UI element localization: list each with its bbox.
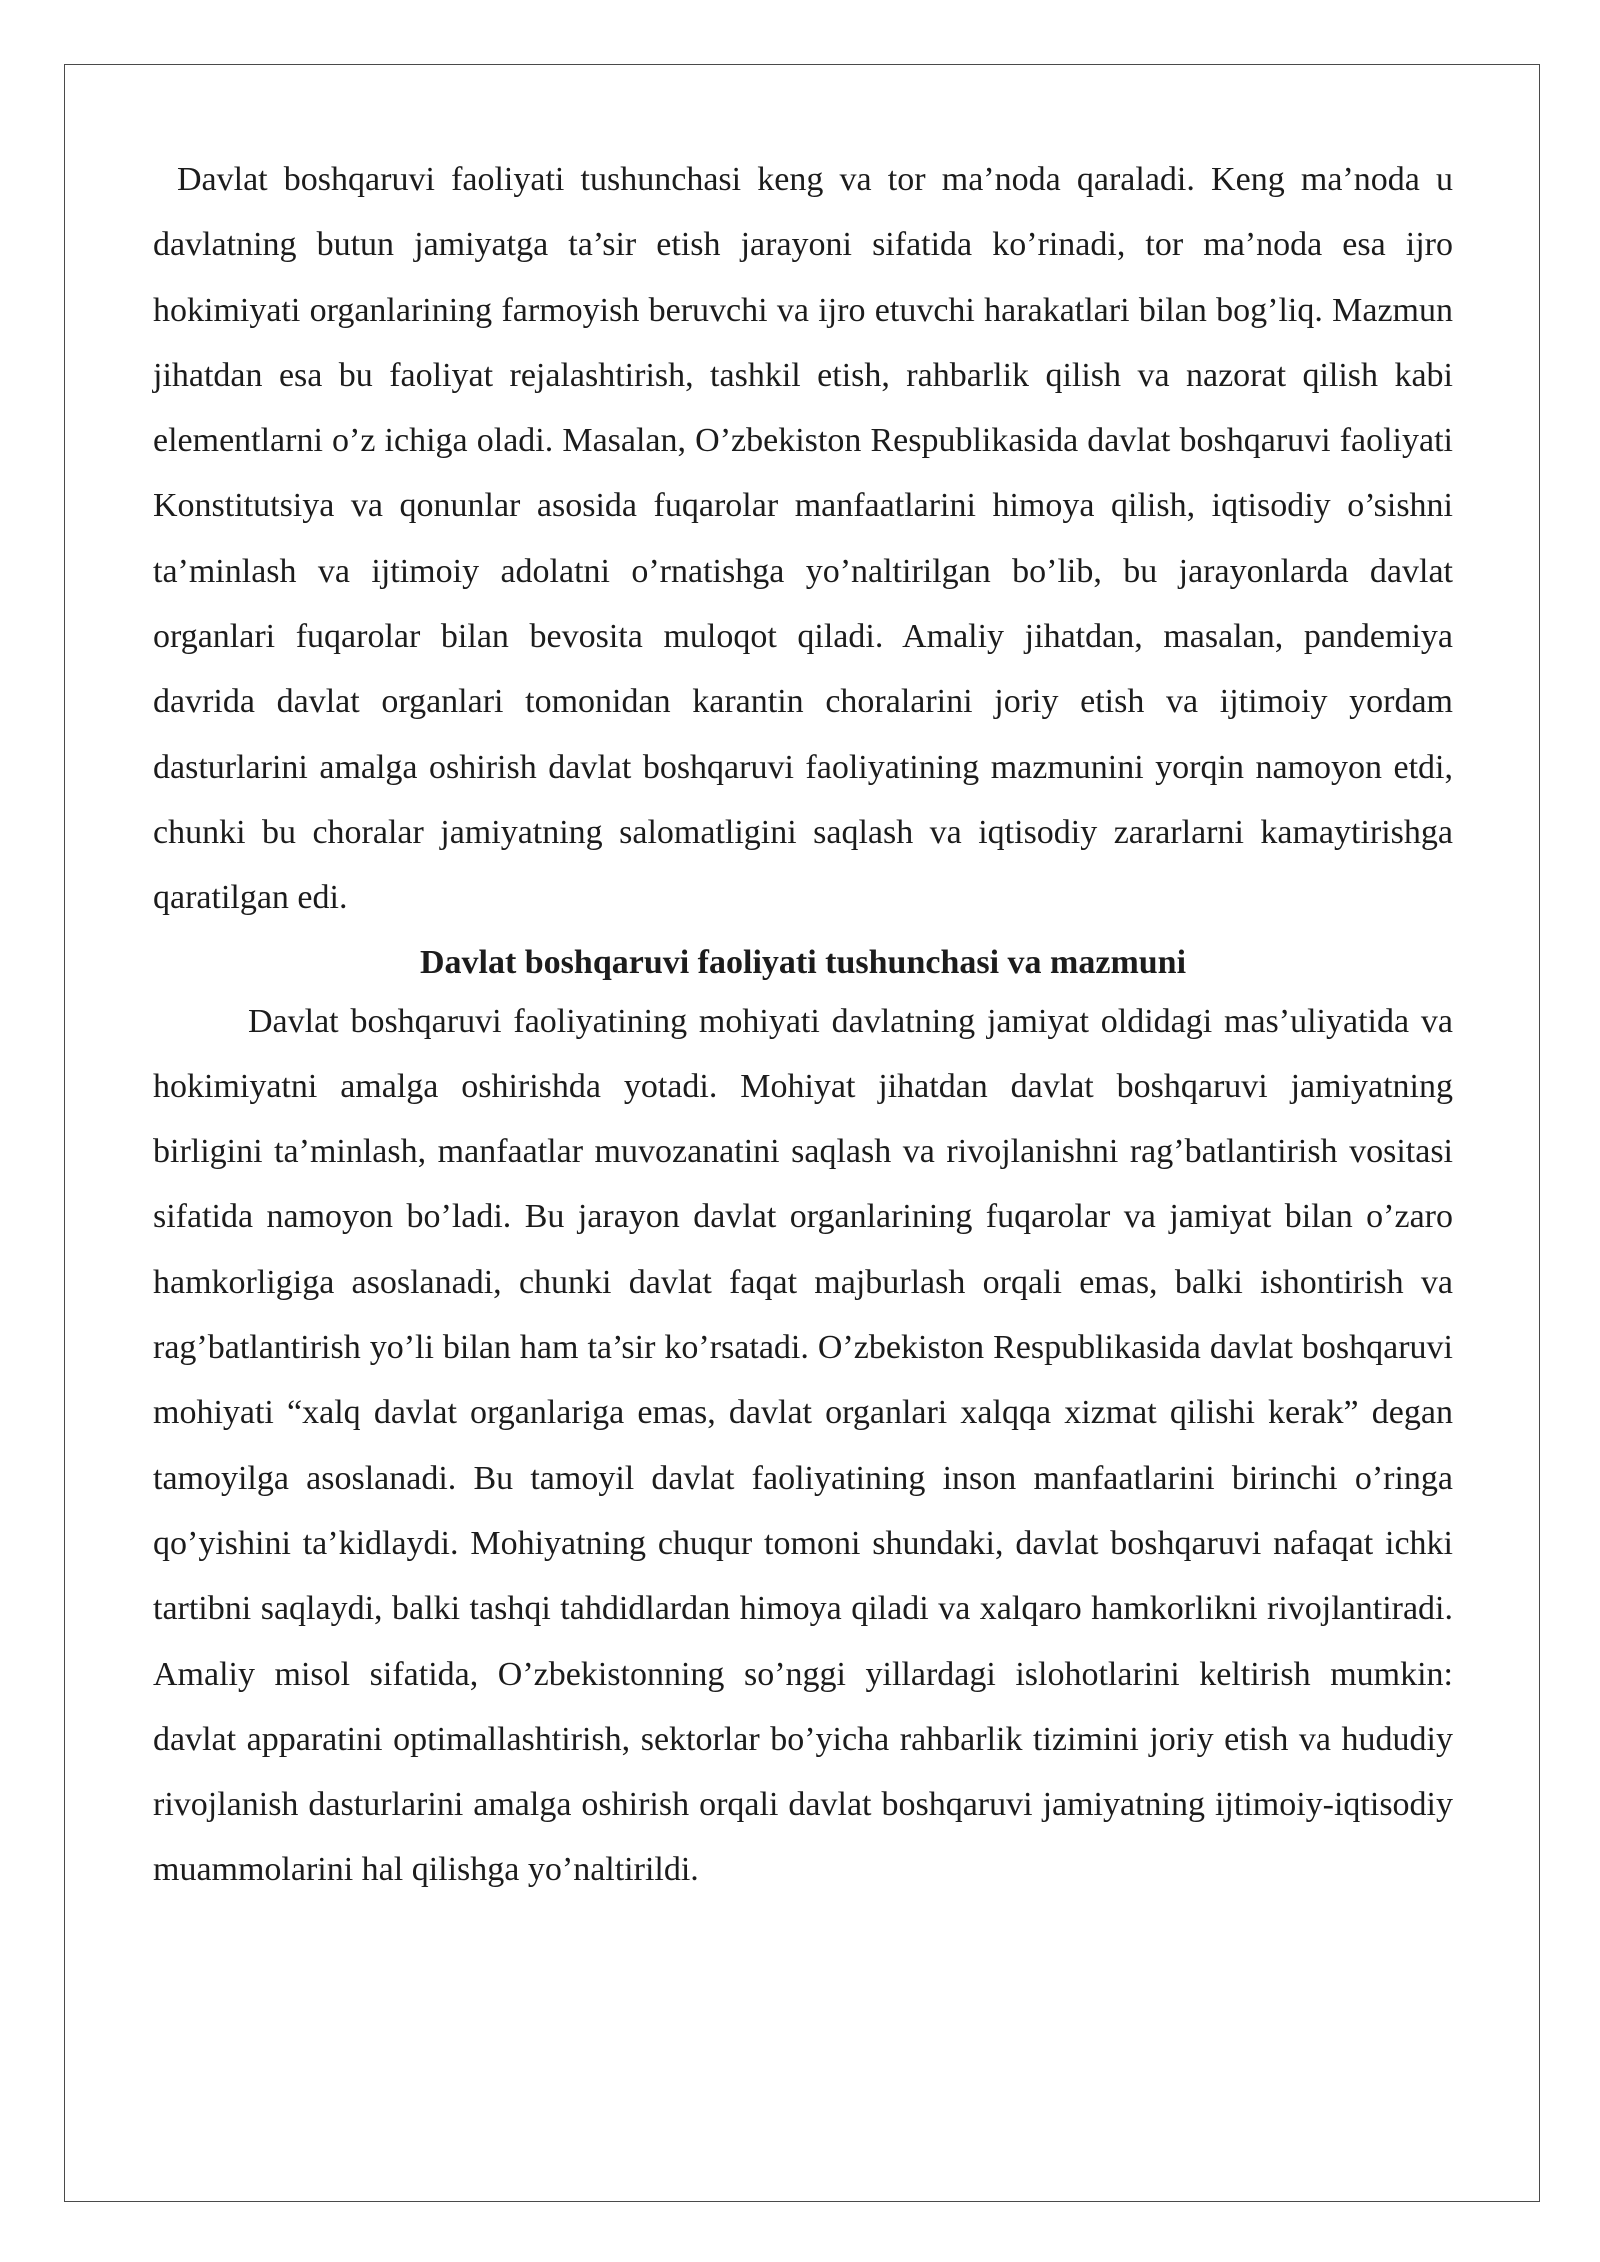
paragraph-intro: Davlat boshqaruvi faoliyati tushunchasi keng va tor ma’noda qaraladi. Keng ma’noda u davlatning butun jamiyatga ta’sir etish jarayoni sifatida ko’rinadi, tor ma’noda esa ijro hokimiyati organlarining farmoyish beruvchi va ijro etuvchi harakatlari bilan bog’liq. Mazmun jihatdan esa bu faoliyat rejalashtirish, tashkil etish, rahbarlik qilish va nazorat qilish kabi elementlarni o’z ichiga oladi. Masalan, O’zbekiston Respublikasida davlat boshqaruvi faoliyati Konstitutsiya va qonunlar asosida fuqarolar manfaatlarini himoya qilish, iqtisodiy o’sishni ta’minlash va ijtimoiy adolatni o’rnatishga yo’naltirilgan bo’lib, bu jarayonlarda davlat organlari fuqarolar bilan bevosita muloqot qiladi. Amaliy jihatdan, masalan, pandemiya davrida davlat organlari tomonidan karantin choralarini joriy etish va ijtimoiy yordam dasturlarini amalga oshirish davlat boshqaruvi faoliyatining mazmunini yorqin namoyon etdi, chunki bu choralar jamiyatning salomatligini saqlash va iqtisodiy zararlarni kamaytirishga qaratilgan edi. <box>153 161 1453 917</box>
section-heading: Davlat boshqaruvi faoliyati tushunchasi va mazmuni <box>419 943 1187 981</box>
paragraph-essence: Davlat boshqaruvi faoliyatining mohiyati davlatning jamiyat oldidagi mas’uliyatida va hokimiyatni amalga oshirishda yotadi. Mohiyat jihatdan davlat boshqaruvi jamiyatning birligini ta’minlash, manfaatlar muvozanatini saqlash va rivojlanishni rag’batlantirish vositasi sifatida namoyon bo’ladi. Bu jarayon davlat organlarining fuqarolar va jamiyat bilan o’zaro hamkorligiga asoslanadi, chunki davlat faqat majburlash orqali emas, balki ishontirish va rag’batlantirish yo’li bilan ham ta’sir ko’rsatadi. O’zbekiston Respublikasida davlat boshqaruvi mohiyati “xalq davlat organlariga emas, davlat organlari xalqqa xizmat qilishi kerak” degan tamoyilga asoslanadi. Bu tamoyil davlat faoliyatining inson manfaatlarini birinchi o’ringa qo’yishini ta’kidlaydi. Mohiyatning chuqur tomoni shundaki, davlat boshqaruvi nafaqat ichki tartibni saqlaydi, balki tashqi tahdidlardan himoya qiladi va xalqaro hamkorlikni rivojlantiradi. Amaliy misol sifatida, O’zbekistonning so’nggi yillardagi islohotlarini keltirish mumkin: davlat apparatini optimallashtirish, sektorlar bo’yicha rahbarlik tizimini joriy etish va hududiy rivojlanish dasturlarini amalga oshirish orqali davlat boshqaruvi jamiyatning ijtimoiy-iqtisodiy muammolarini hal qilishga yo’naltirildi. <box>153 1002 1453 1889</box>
document-body <box>153 147 1453 1903</box>
